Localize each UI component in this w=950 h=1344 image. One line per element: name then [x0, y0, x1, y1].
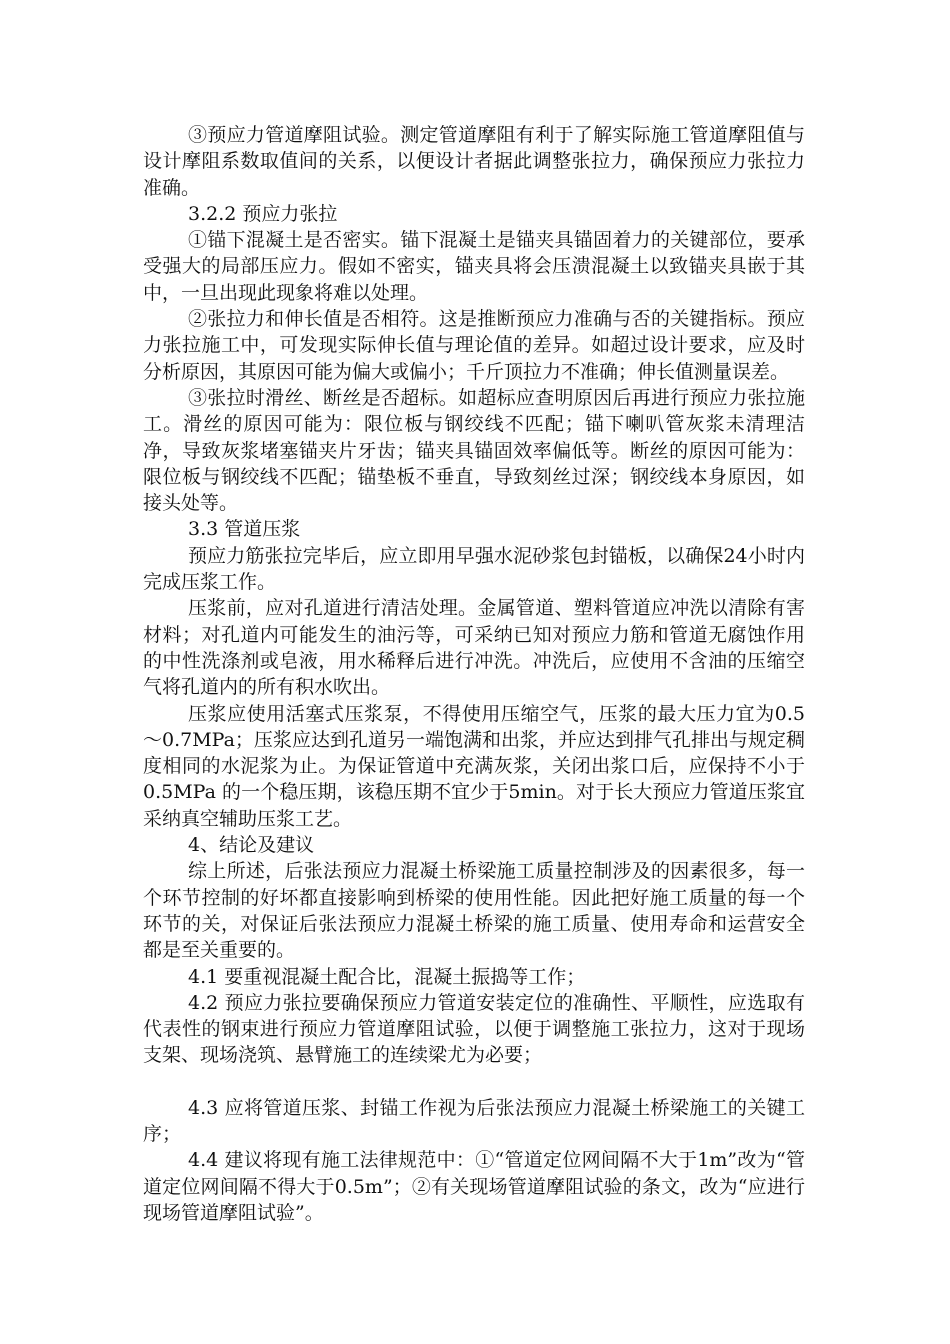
paragraph-seal-anchor: 预应力筋张拉完毕后，应立即用早强水泥砂浆包封锚板，以确保24小时内完成压浆工作。: [143, 544, 805, 594]
paragraph-grouting-pump: 压浆应使用活塞式压浆泵，不得使用压缩空气，压浆的最大压力宜为0.5～0.7MPa；压浆应达到孔道另一端饱满和出浆，并应达到排气孔排出与规定稠度相同的水泥浆为止。为保证管道中充满灰浆，关闭出浆口后，应保持不小于0.5MPa 的一个稳压期，该稳压期不宜少于5min。对于长大预应力管道压浆宜采纳真空辅助压浆工艺。: [143, 702, 805, 830]
section-heading-3-2-2: 3.2.2 预应力张拉: [188, 202, 338, 225]
section-heading-4: 4、结论及建议: [188, 834, 315, 857]
paragraph-4-3: 4.3 应将管道压浆、封锚工作视为后张法预应力混凝土桥梁施工的关键工序；: [143, 1096, 805, 1145]
paragraph-summary: 综上所述，后张法预应力混凝土桥梁施工质量控制涉及的因素很多，每一个环节控制的好坏都直接影响到桥梁的使用性能。因此把好施工质量的每一个环节的关，对保证后张法预应力混凝土桥梁的施工质量、使用寿命和运营安全都是至关重要的。: [143, 860, 805, 962]
blank-line: [143, 1069, 805, 1095]
document-body: [143, 122, 805, 1226]
section-heading-3-3: 3.3 管道压浆: [188, 518, 301, 541]
paragraph-tension-elongation: ②张拉力和伸长值是否相符。这是推断预应力准确与否的关键指标。预应力张拉施工中，可发现实际伸长值与理论值的差异。如超过设计要求，应及时分析原因，其原因可能为偏大或偏小；千斤顶拉力不准确；伸长值测量误差。: [143, 308, 805, 383]
paragraph-4-4: 4.4 建议将现有施工法律规范中：①“管道定位网间隔不大于1m”改为“管道定位网间隔不得大于0.5m”；②有关现场管道摩阻试验的条文，改为“应进行现场管道摩阻试验”。: [143, 1149, 805, 1224]
paragraph-friction-test: ③预应力管道摩阻试验。测定管道摩阻有利于了解实际施工管道摩阻值与设计摩阻系数取值间的关系，以便设计者据此调整张拉力，确保预应力张拉力准确。: [143, 124, 805, 199]
paragraph-4-2: 4.2 预应力张拉要确保预应力管道安装定位的准确性、平顺性，应选取有代表性的钢束进行预应力管道摩阻试验，以便于调整施工张拉力，这对于现场支架、现场浇筑、悬臂施工的连续梁尤为必要；: [143, 991, 805, 1067]
paragraph-4-1: 4.1 要重视混凝土配合比，混凝土振捣等工作；: [188, 965, 586, 988]
paragraph-anchor-concrete: ①锚下混凝土是否密实。锚下混凝土是锚夹具锚固着力的关键部位，要承受强大的局部压应力。假如不密实，锚夹具将会压溃混凝土以致锚夹具嵌于其中，一旦出现此现象将难以处理。: [143, 229, 805, 304]
paragraph-cleaning: 压浆前，应对孔道进行清洁处理。金属管道、塑料管道应冲洗以清除有害材料；对孔道内可能发生的油污等，可采纳已知对预应力筋和管道无腐蚀作用的中性洗涤剂或皂液，用水稀释后进行冲洗。冲洗后，应使用不含油的压缩空气将孔道内的所有积水吹出。: [143, 597, 805, 699]
paragraph-slip-break: ③张拉时滑丝、断丝是否超标。如超标应查明原因后再进行预应力张拉施工。滑丝的原因可能为：限位板与钢绞线不匹配；锚下喇叭管灰浆未清理洁净，导致灰浆堵塞锚夹片牙齿；锚夹具锚固效率偏低等。断丝的原因可能为：限位板与钢绞线不匹配；锚垫板不垂直，导致刻丝过深；钢绞线本身原因，如接头处等。: [143, 386, 805, 515]
